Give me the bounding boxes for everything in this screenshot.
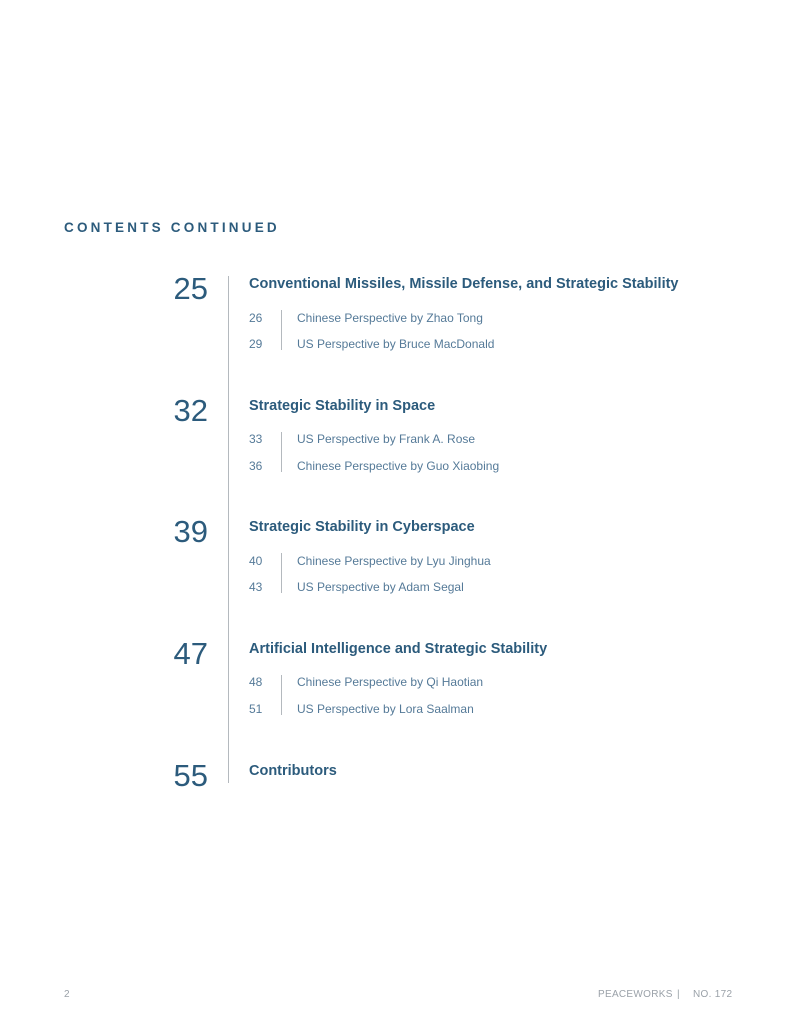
- section-title[interactable]: Artificial Intelligence and Strategic Stability: [249, 641, 548, 657]
- footer-page-number: 2: [64, 989, 70, 1000]
- contents-heading: CONTENTS CONTINUED: [64, 220, 280, 235]
- footer-publication: PEACEWORKS: [598, 989, 673, 1000]
- subsection-entry[interactable]: [249, 700, 729, 718]
- footer-separator: |: [677, 989, 680, 1000]
- subsection-entry[interactable]: [249, 457, 729, 475]
- subsection-page-number: 36: [249, 459, 263, 473]
- subsection-entry[interactable]: [249, 335, 729, 353]
- subsection-page-number: 48: [249, 675, 263, 689]
- subsection-title: US Perspective by Lora Saalman: [297, 702, 474, 716]
- subsection-title: Chinese Perspective by Guo Xiaobing: [297, 459, 500, 473]
- footer-issue: NO. 172: [693, 989, 733, 1000]
- subsection-title: Chinese Perspective by Zhao Tong: [297, 311, 483, 325]
- section-title[interactable]: Strategic Stability in Space: [249, 398, 436, 414]
- section-page-number: 32: [173, 393, 208, 428]
- subsection-page-number: 43: [249, 580, 263, 594]
- section-page-number: 25: [173, 271, 208, 306]
- section-page-number: 55: [173, 758, 208, 793]
- subsection-page-number: 29: [249, 337, 263, 351]
- subsection-title: Chinese Perspective by Qi Haotian: [297, 675, 484, 689]
- section-page-number: 47: [173, 636, 208, 671]
- subsection-entry[interactable]: [249, 578, 729, 596]
- subsection-page-number: 40: [249, 554, 263, 568]
- subsection-page-number: 33: [249, 432, 263, 446]
- section-title[interactable]: Strategic Stability in Cyberspace: [249, 519, 475, 535]
- contents-vertical-rule: [228, 276, 229, 783]
- subsection-page-number: 51: [249, 702, 263, 716]
- subsection-title: US Perspective by Frank A. Rose: [297, 432, 476, 446]
- subsection-title: Chinese Perspective by Lyu Jinghua: [297, 554, 491, 568]
- subsection-entry[interactable]: [249, 673, 729, 691]
- subsection-title: US Perspective by Bruce MacDonald: [297, 337, 495, 351]
- subsection-entry[interactable]: [249, 552, 729, 570]
- section-title[interactable]: Contributors: [249, 763, 337, 779]
- subsection-entry[interactable]: [249, 309, 729, 327]
- subsection-title: US Perspective by Adam Segal: [297, 580, 464, 594]
- section-title[interactable]: Conventional Missiles, Missile Defense, and Strategic Stability: [249, 276, 679, 292]
- section-page-number: 39: [173, 514, 208, 549]
- subsection-entry[interactable]: [249, 430, 729, 448]
- subsection-page-number: 26: [249, 311, 263, 325]
